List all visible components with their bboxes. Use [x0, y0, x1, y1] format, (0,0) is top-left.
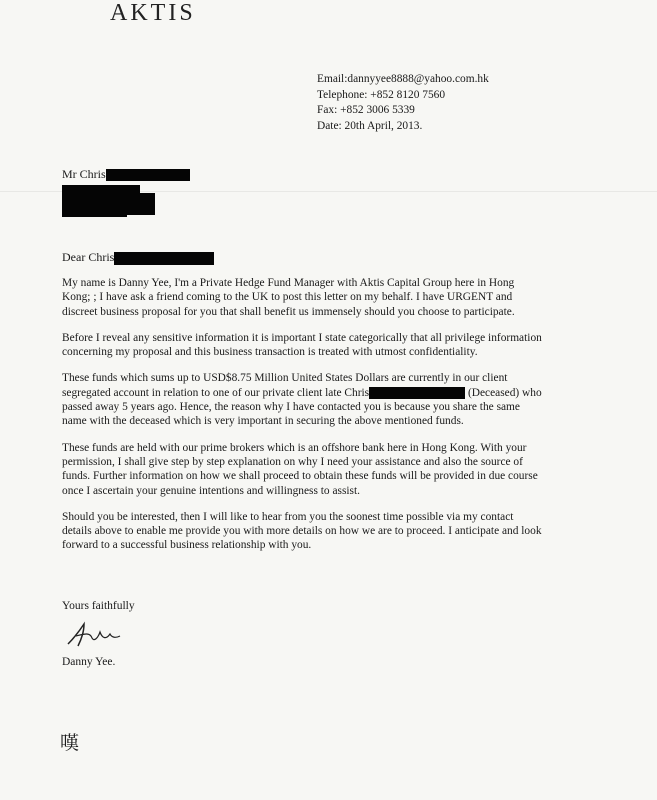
- chinese-character-stamp: 嘆: [60, 732, 80, 754]
- greeting-text: Dear Chris: [62, 250, 115, 264]
- handwritten-signature: [64, 620, 124, 655]
- body-paragraph: Before I reveal any sensitive information it is important I state categorically that all privilege information concerning my proposal and this business transaction is treated with utmost confidentiality.: [62, 331, 542, 359]
- recipient-name: Mr Chris: [62, 167, 106, 181]
- redaction-bar: [114, 252, 214, 265]
- contact-telephone: Telephone: +852 8120 7560: [317, 88, 446, 101]
- closing-line: Yours faithfully: [62, 600, 135, 612]
- redaction-block: [62, 185, 140, 197]
- body-paragraph: [62, 371, 542, 428]
- paragraph-text: (Deceased) who passed away 5 years ago. Hence, the reason why I have contacted you is because you share the same name with the deceased which is very important in securing the above mentioned funds.: [62, 386, 542, 428]
- body-paragraph: These funds are held with our prime brokers which is an offshore bank here in Hong Kong. With your permission, I shall give step by step explanation on why I need your assistance and also the source of funds. Further information on how we shall proceed to obtain these funds will be provided in due course once I ascertain your genuine intentions and willingness to assist.: [62, 441, 538, 497]
- contact-email: Email:dannyyee8888@yahoo.com.hk: [317, 73, 489, 85]
- redaction-bar: [106, 169, 190, 181]
- redaction-block: [62, 205, 127, 217]
- recipient-line: [62, 167, 190, 182]
- redaction-bar: [369, 387, 465, 399]
- greeting-line: [62, 250, 214, 265]
- signer-name: Danny Yee.: [62, 656, 116, 668]
- paragraph-text: These funds which sums up to USD$8.75 Million United States Dollars are currently in our client segregated account in relation to one of our private client late Chris: [62, 372, 508, 399]
- body-paragraph: Should you be interested, then I will like to hear from you the soonest time possible via my contact details above to enable me provide you with more details on how we are to proceed. I anticipate and look forward to a successful business relationship with you.: [62, 510, 542, 552]
- contact-block: [317, 72, 489, 134]
- contact-date: Date: 20th April, 2013.: [317, 119, 423, 132]
- body-paragraph: My name is Danny Yee, I'm a Private Hedge Fund Manager with Aktis Capital Group here in Hong Kong; ; I have ask a friend coming to the UK to post this letter on my behalf. I have URGENT and discreet business proposal for you that shall benefit us immensely should you choose to participate.: [62, 277, 515, 318]
- letter-body: [62, 276, 542, 565]
- company-logo: AKTIS: [110, 0, 196, 26]
- contact-fax: Fax: +852 3006 5339: [317, 104, 415, 116]
